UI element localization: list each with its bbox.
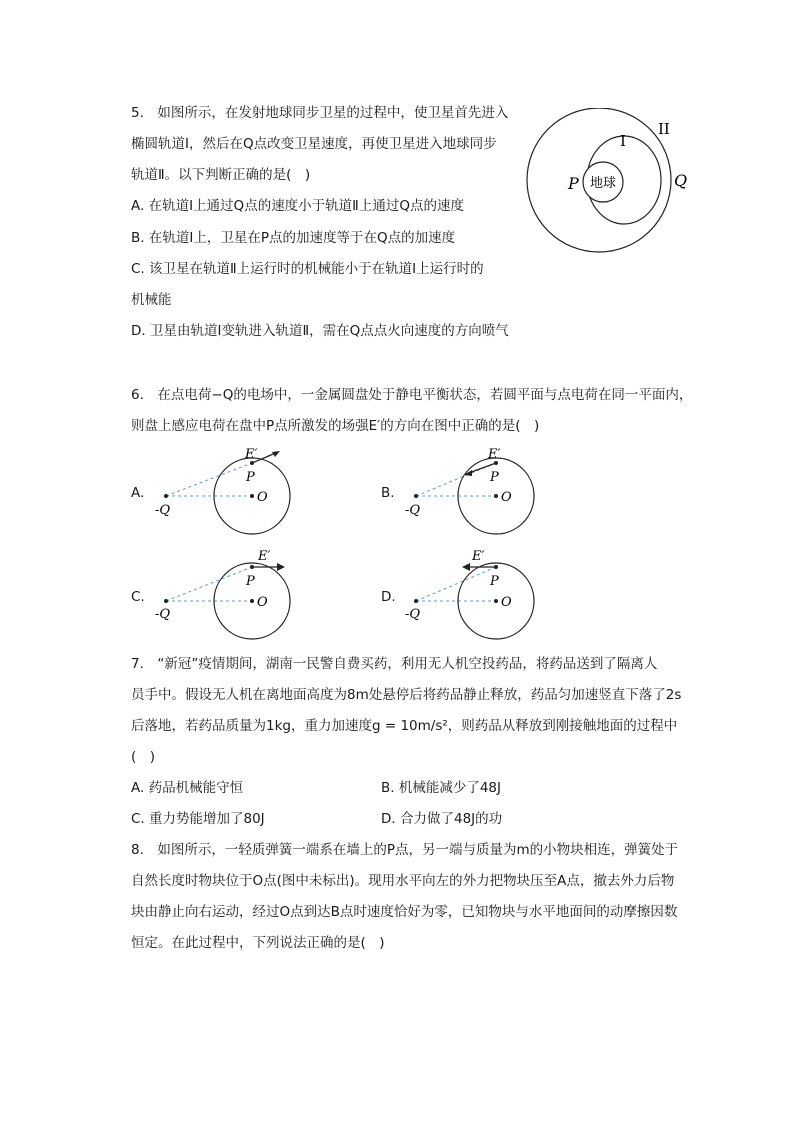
q6-choice-b: B. [381, 485, 395, 501]
q5-line-2: 椭圆轨道Ⅰ，然后在Q点改变卫星速度，再使卫星进入地球同步 [131, 136, 497, 152]
q7-option-b: B. 机械能减少了48J [381, 780, 502, 796]
svg-text:E′: E′ [245, 447, 258, 462]
q7-option-a: A. 药品机械能守恒 [131, 780, 244, 796]
svg-text:O: O [257, 490, 268, 505]
svg-text:O: O [501, 595, 512, 610]
q7-option-d: D. 合力做了48J的功 [381, 811, 503, 827]
q7-option-c: C. 重力势能增加了80J [131, 811, 265, 827]
svg-text:E′: E′ [258, 549, 271, 564]
svg-text:P: P [490, 470, 499, 485]
svg-text:O: O [501, 490, 512, 505]
svg-text:E′: E′ [472, 549, 485, 564]
svg-text:-Q: -Q [155, 607, 171, 622]
q7-line-2: 员手中。假设无人机在离地面高度为8m处悬停后将药品静止释放，药品匀加速竖直下落了2s [131, 687, 682, 703]
orbit-ii-label: II [658, 120, 670, 138]
q6-figure-c [150, 548, 300, 648]
q5-option-c-cont: 机械能 [131, 292, 172, 308]
q6-figure-d [400, 548, 550, 648]
q6-figure-a [150, 446, 300, 546]
q8-line-1: 8. 如图所示，一轻质弹簧一端系在墙上的P点，另一端与质量为m的小物块相连，弹簧处于 [131, 842, 679, 858]
svg-text:-Q: -Q [405, 503, 421, 518]
q5-option-c: C. 该卫星在轨道Ⅱ上运行时的机械能小于在轨道Ⅰ上运行时的 [131, 261, 484, 277]
q-label: Q [674, 171, 688, 190]
q5-option-a: A. 在轨道Ⅰ上通过Q点的速度小于轨道Ⅱ上通过Q点的速度 [131, 198, 464, 214]
q5-option-b: B. 在轨道Ⅰ上，卫星在P点的加速度等于在Q点的加速度 [131, 230, 456, 246]
svg-text:-Q: -Q [405, 607, 421, 622]
q5-line-3: 轨道Ⅱ。以下判断正确的是( ) [131, 167, 311, 183]
q6-line-1: 6. 在点电荷−Q的电场中，一金属圆盘处于静电平衡状态，若圆平面与点电荷在同一平面内， [131, 387, 693, 403]
q8-line-4: 恒定。在此过程中，下列说法正确的是( ) [131, 935, 385, 951]
p-label: P [568, 174, 579, 193]
earth-label: 地球 [590, 176, 617, 191]
svg-text:-Q: -Q [155, 503, 171, 518]
q6-choice-c: C. [131, 589, 145, 605]
q8-line-3: 块由静止向右运动，经过O点到达B点时速度恰好为零，已知物块与水平地面间的动摩擦因数 [131, 904, 678, 920]
q8-line-2: 自然长度时物块位于O点(图中未标出)。现用水平向左的外力把物块压至A点，撤去外力后物 [131, 873, 675, 889]
q5-option-d: D. 卫星由轨道Ⅰ变轨进入轨道Ⅱ，需在Q点点火向速度的方向喷气 [131, 323, 509, 339]
svg-text:P: P [246, 470, 255, 485]
q6-choice-a: A. [131, 485, 145, 501]
q7-line-4: ( ) [131, 749, 156, 765]
svg-text:O: O [257, 595, 268, 610]
q7-line-1: 7. “新冠”疫情期间，湖南一民警自费买药，利用无人机空投药品，将药品送到了隔离人 [131, 656, 658, 672]
q6-choice-d: D. [381, 589, 396, 605]
q6-line-2: 则盘上感应电荷在盘中P点所激发的场强E′的方向在图中正确的是( ) [131, 418, 540, 434]
q6-figure-b [400, 446, 550, 546]
svg-text:P: P [246, 574, 255, 589]
svg-text:P: P [490, 574, 499, 589]
q5-line-1: 5. 如图所示，在发射地球同步卫星的过程中，使卫星首先进入 [131, 105, 509, 121]
orbit-i-label: I [620, 132, 626, 150]
orbit-figure [520, 108, 700, 258]
svg-text:E′: E′ [488, 447, 501, 462]
q7-line-3: 后落地，若药品质量为1kg，重力加速度g = 10m/s²，则药品从释放到刚接触地面的过程中 [131, 718, 678, 734]
